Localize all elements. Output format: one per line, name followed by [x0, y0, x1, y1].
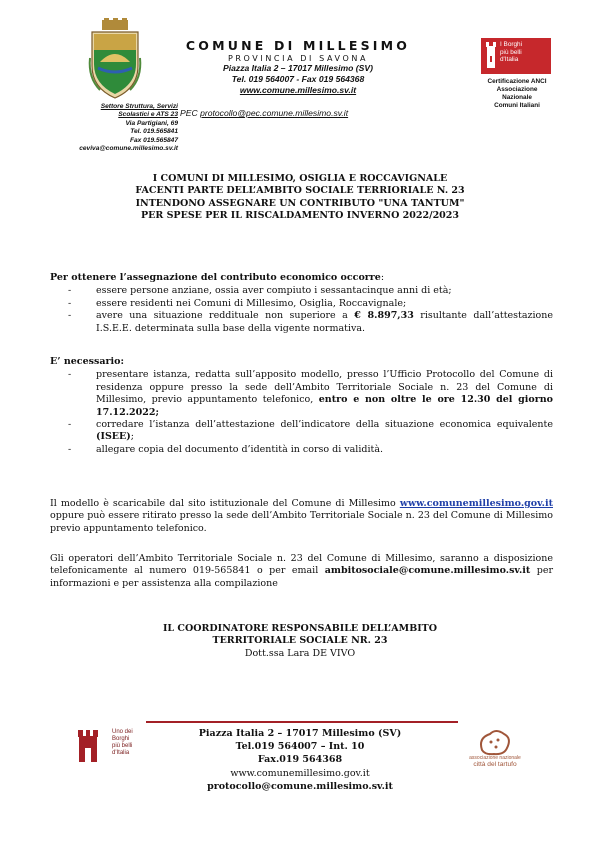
list-item: - allegare copia del documento d’identità in corso di validità. — [66, 444, 553, 456]
municipality-title: COMUNE DI MILLESIMO — [185, 38, 411, 53]
document-title — [80, 173, 520, 223]
ambito-email-link[interactable]: ambitosociale@comune.millesimo.sv.it — [324, 565, 531, 577]
department-line: Tel. 019.565841 — [130, 128, 178, 136]
website-link[interactable]: www.comunemillesimo.gov.it — [399, 498, 553, 509]
borghi-logo-line: d'Italia — [500, 56, 519, 64]
requirements-heading-colon: : — [380, 272, 385, 283]
borghi-footer-line: più belli — [112, 743, 133, 749]
truffle-logo-text — [460, 755, 530, 769]
requirements-heading — [50, 272, 553, 284]
list-item: - essere residenti nei Comuni di Millesimo, Osiglia, Roccavignale; — [66, 298, 553, 310]
department-line: Via Partigiani, 69 — [125, 119, 178, 127]
department-line: Scolastici e ATS 23 — [118, 111, 178, 119]
download-paragraph — [50, 498, 553, 535]
list-item-text: avere una situazione reddituale non superiore a — [96, 310, 355, 322]
department-line: Fax 019.565847 — [129, 136, 178, 144]
borghi-tower-icon — [485, 42, 497, 68]
department-block — [48, 103, 178, 153]
municipal-crest-icon — [86, 18, 144, 100]
borghi-footer-logo-icon — [76, 728, 100, 764]
province-name: PROVINCIA DI SAVONA — [227, 54, 369, 63]
download-text: oppure può essere ritirato presso la sede dell’Ambito Territoriale Sociale n. 23 del Comune di Millesimo previo appuntamento telefonico. — [50, 510, 553, 534]
borghi-footer-logo-text — [112, 729, 133, 757]
isee-label: (ISEE) — [96, 431, 131, 443]
operators-paragraph — [50, 553, 553, 590]
signature-block — [100, 623, 500, 660]
anci-line: Certificazione ANCI — [487, 78, 547, 85]
anci-certification — [474, 78, 560, 110]
signature-name: Dott.ssa Lara DE VIVO — [244, 647, 356, 659]
borghi-logo-line: I Borghi — [500, 41, 523, 48]
list-item — [66, 419, 553, 444]
header-phone-fax: Tel. 019 564007 - Fax 019 564368 — [231, 74, 365, 84]
footer-address: Piazza Italia 2 – 17017 Millesimo (SV) — [198, 728, 402, 739]
department-line: Settore Struttura, Servizi — [100, 103, 178, 110]
requirements-list — [50, 285, 553, 335]
header-address: Piazza Italia 2 – 17017 Millesimo (SV) — [223, 63, 373, 73]
footer-fax: Fax.019 564368 — [257, 754, 343, 766]
pec-label: PEC — [180, 108, 198, 118]
truffle-logo-line: associazione nazionale — [469, 755, 521, 761]
footer-website-link[interactable]: www.comunemillesimo.gov.it — [230, 767, 370, 779]
list-item-text: corredare l’istanza dell’attestazione dell’indicatore della situazione economica equivalente — [96, 419, 553, 431]
header-website-link[interactable]: www.comune.millesimo.sv.it — [239, 85, 357, 95]
borghi-footer-line: Borghi — [112, 736, 130, 742]
list-item-text: presentare istanza, redatta sull’apposito modello, presso l’Ufficio Protocollo del Comune di residenza oppure presso la sede dell’Ambito Territoriale Sociale n. 23 del Comune di Millesimo, previo appuntamento telefonico, — [96, 369, 553, 406]
income-threshold-amount: € 8.897,33 — [354, 310, 414, 322]
necessary-list — [50, 369, 553, 456]
signature-role: TERRITORIALE SOCIALE NR. 23 — [212, 635, 388, 647]
borghi-logo-line: più belli — [500, 48, 522, 56]
footer-email-link[interactable]: protocollo@comune.millesimo.sv.it — [207, 780, 393, 792]
borghi-logo-text — [500, 41, 522, 64]
header-pec — [180, 108, 348, 118]
operators-text: per informazioni e per assistenza alla compilazione — [50, 565, 554, 589]
municipality-header — [168, 38, 428, 96]
deadline-text: entro e non oltre le ore 12.30 del giorno 17.12.2022; — [96, 394, 553, 418]
pec-email-link[interactable]: protocollo@pec.comune.millesimo.sv.it — [200, 108, 349, 118]
requirements-section — [50, 272, 553, 335]
title-line: PER SPESE PER IL RISCALDAMENTO INVERNO 2022/2023 — [140, 210, 460, 222]
footer-contacts — [150, 727, 450, 793]
footer-phone: Tel.019 564007 – Int. 10 — [235, 741, 365, 753]
download-text: Il modello è scaricabile dal sito istituzionale del Comune di Millesimo — [50, 498, 400, 509]
signature-role: IL COORDINATORE RESPONSABILE DELL’AMBITO — [162, 623, 438, 634]
title-line: INTENDONO ASSEGNARE UN CONTRIBUTO "UNA TANTUM" — [135, 197, 465, 209]
anci-line: Associazione — [496, 86, 538, 93]
anci-line: Nazionale — [502, 94, 532, 101]
footer-divider — [146, 721, 458, 723]
borghi-footer-line: d'Italia — [112, 750, 130, 756]
department-email: ceviva@comune.millesimo.sv.it — [79, 145, 178, 153]
anci-line: Comuni Italiani — [494, 102, 540, 109]
truffle-logo-line: città del tartufo — [473, 761, 517, 768]
list-item: - essere persone anziane, ossia aver compiuto i sessantacinque anni di età; — [66, 285, 553, 297]
list-item-text: ; — [130, 431, 134, 443]
list-item — [66, 310, 553, 335]
title-line: FACENTI PARTE DELL’AMBITO SOCIALE TERRIORIALE N. 23 — [135, 185, 465, 197]
necessary-heading: E’ necessario: — [50, 356, 124, 367]
borghi-footer-line: Uno dei — [112, 729, 133, 735]
title-line: I COMUNI DI MILLESIMO, OSIGLIA E ROCCAVIGNALE — [152, 173, 448, 184]
operators-text: Gli operatori dell’Ambito Territoriale Sociale n. 23 del Comune di Millesimo, saranno a disposizione telefonicamente al numero 019-565841 o per email — [50, 553, 553, 577]
list-item-text: risultante dall’attestazione I.S.E.E. determinata sulla base della vigente normativa. — [96, 310, 553, 334]
requirements-heading-text: Per ottenere l’assegnazione del contributo economico occorre — [50, 272, 381, 283]
necessary-section — [50, 356, 553, 456]
truffle-logo-icon — [474, 728, 514, 758]
list-item — [66, 369, 553, 419]
